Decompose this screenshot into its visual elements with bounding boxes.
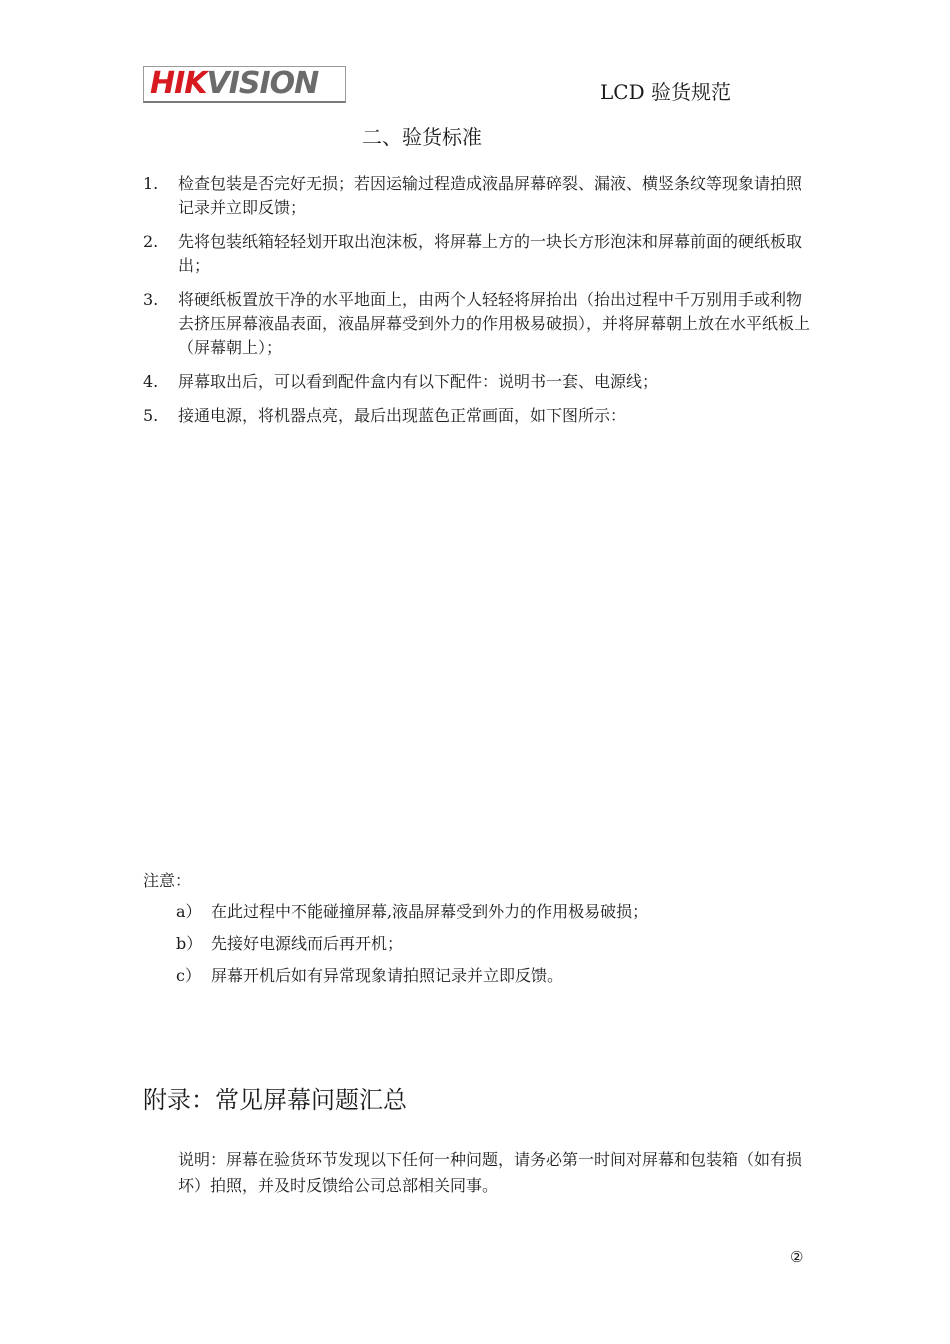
step-text: 先将包装纸箱轻轻划开取出泡沫板，将屏幕上方的一块长方形泡沫和屏幕前面的硬纸板取出；	[178, 232, 803, 275]
note-text: 屏幕开机后如有异常现象请拍照记录并立即反馈。	[211, 966, 564, 985]
note-text: 先接好电源线而后再开机；	[211, 934, 404, 953]
step-number: 1.	[143, 174, 159, 193]
note-label: 注意：	[143, 871, 192, 890]
step-item-3	[143, 288, 813, 360]
figure-placeholder	[143, 440, 807, 860]
note-item-a	[176, 900, 796, 924]
step-number: 4.	[143, 372, 159, 391]
note-text: 在此过程中不能碰撞屏幕,液晶屏幕受到外力的作用极易破损；	[211, 902, 649, 921]
step-item-1	[143, 172, 813, 220]
section-title: 二、验货标准	[362, 125, 482, 149]
inspection-steps-list	[143, 172, 813, 438]
document-header-title: LCD 验货规范	[600, 80, 731, 104]
step-item-5	[143, 404, 813, 428]
hikvision-logo	[143, 66, 346, 103]
step-item-2	[143, 230, 813, 278]
notes-list	[176, 900, 796, 996]
note-item-b	[176, 932, 796, 956]
step-text: 屏幕取出后，可以看到配件盒内有以下配件：说明书一套、电源线；	[178, 372, 659, 391]
logo-vision-text: VISION	[206, 66, 319, 101]
logo-hik-text: HIK	[150, 66, 207, 101]
note-item-c	[176, 964, 796, 988]
step-number: 2.	[143, 232, 159, 251]
page-number: ②	[790, 1248, 804, 1266]
appendix-description: 说明：屏幕在验货环节发现以下任何一种问题，请务必第一时间对屏幕和包装箱（如有损坏）拍照，并及时反馈给公司总部相关同事。	[178, 1150, 803, 1195]
step-number: 5.	[143, 406, 159, 425]
step-text: 接通电源，将机器点亮，最后出现蓝色正常画面，如下图所示：	[178, 406, 627, 425]
step-text: 检查包装是否完好无损；若因运输过程造成液晶屏幕碎裂、漏液、横竖条纹等现象请拍照记录并立即反馈；	[178, 174, 803, 217]
step-text: 将硬纸板置放干净的水平地面上，由两个人轻轻将屏抬出（抬出过程中千万别用手或利物去挤压屏幕液晶表面，液晶屏幕受到外力的作用极易破损），并将屏幕朝上放在水平纸板上（屏幕朝上）；	[178, 290, 811, 357]
note-marker: b）	[176, 934, 203, 953]
note-marker: c）	[176, 966, 201, 985]
step-item-4	[143, 370, 813, 394]
appendix-title: 附录：常见屏幕问题汇总	[143, 1086, 407, 1114]
step-number: 3.	[143, 290, 159, 309]
note-marker: a）	[176, 902, 202, 921]
